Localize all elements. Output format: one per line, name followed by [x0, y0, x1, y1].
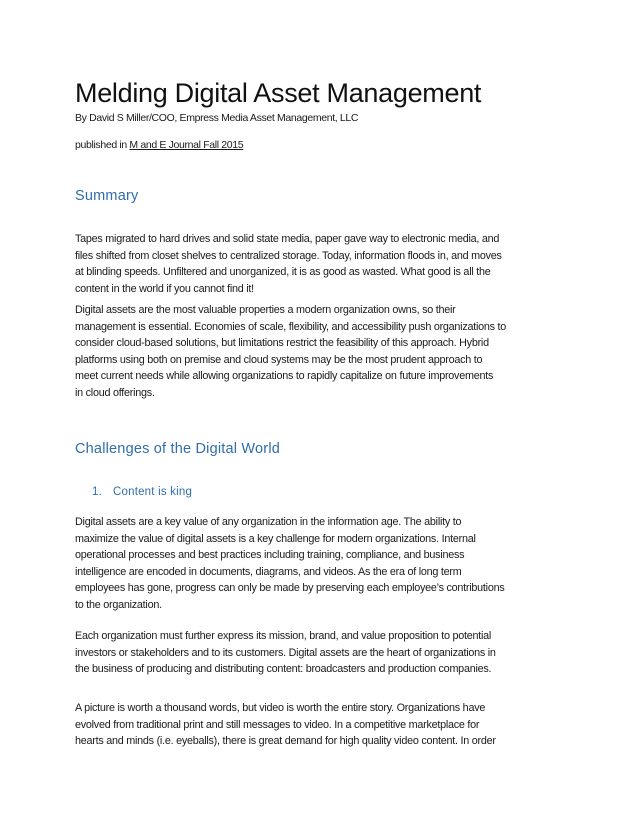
published-prefix: published in — [75, 139, 130, 151]
text-line: Digital assets are the most valuable properties a modern organization owns, so their — [75, 304, 456, 316]
text-line: intelligence are encoded in documents, diagrams, and videos. As the era of long term — [75, 565, 462, 578]
author-byline: By David S Miller/COO, Empress Media Asset Management, LLC — [75, 112, 359, 124]
text-line: employees has gone, progress can only be made by preserving each employee’s contributions — [75, 582, 505, 595]
text-line: A picture is worth a thousand words, but video is worth the entire story. Organizations have — [75, 702, 486, 714]
text-line: evolved from traditional print and still messages to video. In a competitive marketplace for — [75, 718, 480, 731]
text-line: platforms using both on premise and cloud systems may be the most prudent approach to — [75, 353, 483, 366]
text-line: content in the world if you cannot find it! — [75, 282, 254, 295]
text-line: management is essential. Economies of scale, flexibility, and accessibility push organizations to — [75, 320, 507, 333]
text-line: investors or stakeholders and to its customers. Digital assets are the heart of organizations in — [75, 646, 496, 659]
text-line: meet current needs while allowing organizations to rapidly capitalize on future improvements — [75, 370, 494, 383]
document-title: Melding Digital Asset Management — [75, 78, 482, 108]
text-line: Each organization must further express its mission, brand, and value proposition to potential — [75, 630, 492, 642]
content-king-label: Content is king — [113, 486, 193, 498]
king-paragraph-2 — [75, 628, 575, 678]
king-paragraph-3 — [75, 700, 575, 750]
text-line: operational processes and best practices including training, compliance, and business — [75, 549, 465, 562]
text-line: to the organization. — [75, 598, 162, 611]
text-line: consider cloud-based solutions, but limitations restrict the feasibility of this approach. Hybrid — [75, 337, 489, 350]
publication-note — [75, 139, 243, 151]
summary-heading: Summary — [75, 188, 139, 204]
text-line: Tapes migrated to hard drives and solid state media, paper gave way to electronic media, and — [75, 233, 500, 245]
summary-paragraph-2 — [75, 302, 575, 402]
challenges-heading: Challenges of the Digital World — [75, 441, 281, 457]
text-line: the business of producing and distributing content: broadcasters and production companies. — [75, 663, 492, 676]
content-king-heading — [92, 486, 192, 498]
summary-paragraph-1 — [75, 231, 575, 297]
text-line: Digital assets are a key value of any organization in the information age. The ability to — [75, 516, 462, 528]
text-line: files shifted from closet shelves to centralized storage. Today, information floods in, and moves — [75, 249, 502, 262]
journal-link[interactable]: M and E Journal Fall 2015 — [129, 139, 244, 151]
text-line: hearts and minds (i.e. eyeballs), there is great demand for high quality video content. In order — [75, 735, 496, 748]
list-number: 1. — [92, 486, 102, 498]
text-line: in cloud offerings. — [75, 386, 155, 399]
text-line: maximize the value of digital assets is a key challenge for modern organizations. Internal — [75, 532, 476, 545]
text-line: at blinding speeds. Unfiltered and unorganized, it is as good as wasted. What good is all the — [75, 266, 491, 279]
king-paragraph-1 — [75, 514, 575, 614]
